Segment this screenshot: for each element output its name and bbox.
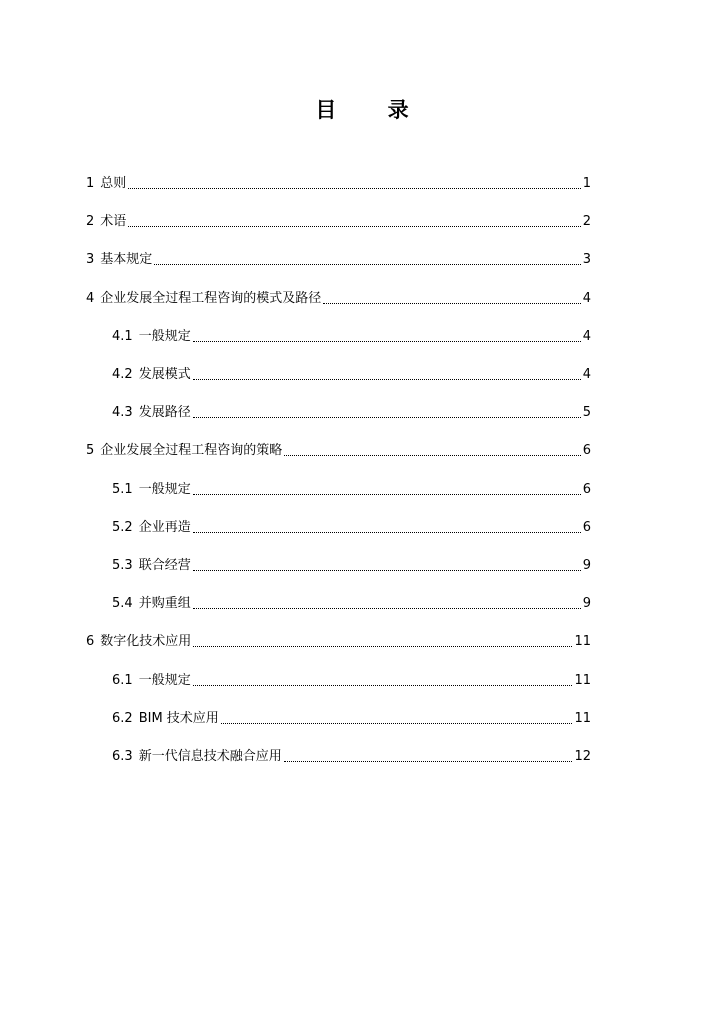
toc-entry-number: 5.2	[112, 519, 133, 535]
toc-entry[interactable]	[112, 741, 591, 765]
toc-entry-label: 一般规定	[138, 328, 191, 344]
toc-entry-page-number: 9	[582, 558, 591, 573]
toc-entry-label: 数字化技术应用	[100, 634, 192, 650]
toc-entry[interactable]	[86, 206, 591, 230]
toc-entry-number: 4.2	[112, 367, 133, 382]
toc-dot-leader	[284, 760, 573, 762]
toc-entry-number: 1	[86, 176, 95, 191]
toc-entry-number: 5	[86, 443, 95, 459]
toc-entry-label: 发展路径	[138, 405, 191, 421]
toc-entry-label: 术语	[100, 214, 127, 230]
toc-entry-number: 5.3	[112, 558, 133, 573]
toc-entry[interactable]	[86, 626, 591, 650]
toc-entry-label: 总则	[100, 176, 127, 191]
toc-dot-leader	[193, 340, 581, 342]
toc-entry-page-number: 4	[582, 367, 591, 382]
toc-entry[interactable]	[86, 168, 591, 192]
toc-entry-label: 发展模式	[138, 367, 191, 382]
toc-entry[interactable]	[112, 550, 591, 574]
toc-entry-label: 企业发展全过程工程咨询的模式及路径	[100, 290, 322, 306]
toc-entry-page-number: 11	[574, 672, 591, 688]
toc-entry-page-number: 3	[582, 252, 591, 268]
toc-entry[interactable]	[112, 474, 591, 498]
toc-entry-page-number: 6	[582, 519, 591, 535]
toc-entry-label: 联合经营	[138, 558, 191, 573]
toc-entry-number: 6.3	[112, 749, 133, 764]
toc-entry[interactable]	[112, 397, 591, 421]
toc-entry-label: 一般规定	[138, 672, 191, 688]
toc-dot-leader	[323, 302, 580, 304]
toc-dot-leader	[193, 569, 581, 571]
toc-entry-number: 4.1	[112, 328, 133, 344]
toc-entry-number: 5.4	[112, 596, 133, 612]
toc-entry-page-number: 11	[574, 710, 591, 726]
toc-entry[interactable]	[112, 703, 591, 727]
toc-entry-label: 基本规定	[100, 252, 153, 268]
toc-entry-number: 6.2	[112, 710, 133, 726]
toc-entry-number: 6	[86, 634, 95, 650]
page-title: 目 录	[315, 98, 431, 122]
toc-entry[interactable]	[112, 359, 591, 383]
toc-dot-leader	[193, 378, 581, 380]
toc-entry[interactable]	[112, 512, 591, 536]
toc-entry-page-number: 5	[582, 405, 591, 421]
toc-dot-leader	[128, 187, 580, 189]
toc-dot-leader	[193, 607, 581, 609]
toc-entry[interactable]	[86, 244, 591, 268]
toc-entry-page-number: 4	[582, 290, 591, 306]
toc-dot-leader	[128, 225, 580, 227]
toc-dot-leader	[221, 722, 573, 724]
toc-dot-leader	[193, 493, 581, 495]
toc-entry[interactable]	[86, 283, 591, 307]
toc-entry-page-number: 11	[574, 634, 591, 650]
toc-entry-page-number: 6	[582, 481, 591, 497]
toc-dot-leader	[193, 684, 573, 686]
toc-dot-leader	[193, 416, 581, 418]
toc-entry-label: 一般规定	[138, 481, 191, 497]
toc-entry-label: 企业再造	[138, 519, 191, 535]
toc-entry[interactable]	[112, 665, 591, 689]
toc-entry-label: 新一代信息技术融合应用	[138, 749, 282, 764]
toc-entry-page-number: 6	[582, 443, 591, 459]
toc-entry-label: BIM 技术应用	[138, 710, 219, 726]
toc-entry-number: 4	[86, 290, 95, 306]
toc-dot-leader	[193, 531, 581, 533]
toc-entry-number: 2	[86, 214, 95, 230]
toc-entry-label: 企业发展全过程工程咨询的策略	[100, 443, 283, 459]
toc-entry-number: 6.1	[112, 672, 133, 688]
toc-entry-page-number: 2	[582, 214, 591, 230]
toc-entry-page-number: 9	[582, 596, 591, 612]
toc-entry-number: 4.3	[112, 405, 133, 421]
toc-entry[interactable]	[86, 435, 591, 459]
toc-entry-label: 并购重组	[138, 596, 191, 612]
toc-entry-page-number: 12	[574, 749, 591, 764]
toc-entry[interactable]	[112, 321, 591, 345]
toc-entry-number: 5.1	[112, 481, 133, 497]
toc-entry-page-number: 4	[582, 328, 591, 344]
toc-entry[interactable]	[112, 588, 591, 612]
toc-entry-number: 3	[86, 252, 95, 268]
toc-dot-leader	[284, 454, 580, 456]
toc-dot-leader	[154, 263, 580, 265]
toc-entry-page-number: 1	[582, 176, 591, 191]
toc-dot-leader	[193, 645, 572, 647]
